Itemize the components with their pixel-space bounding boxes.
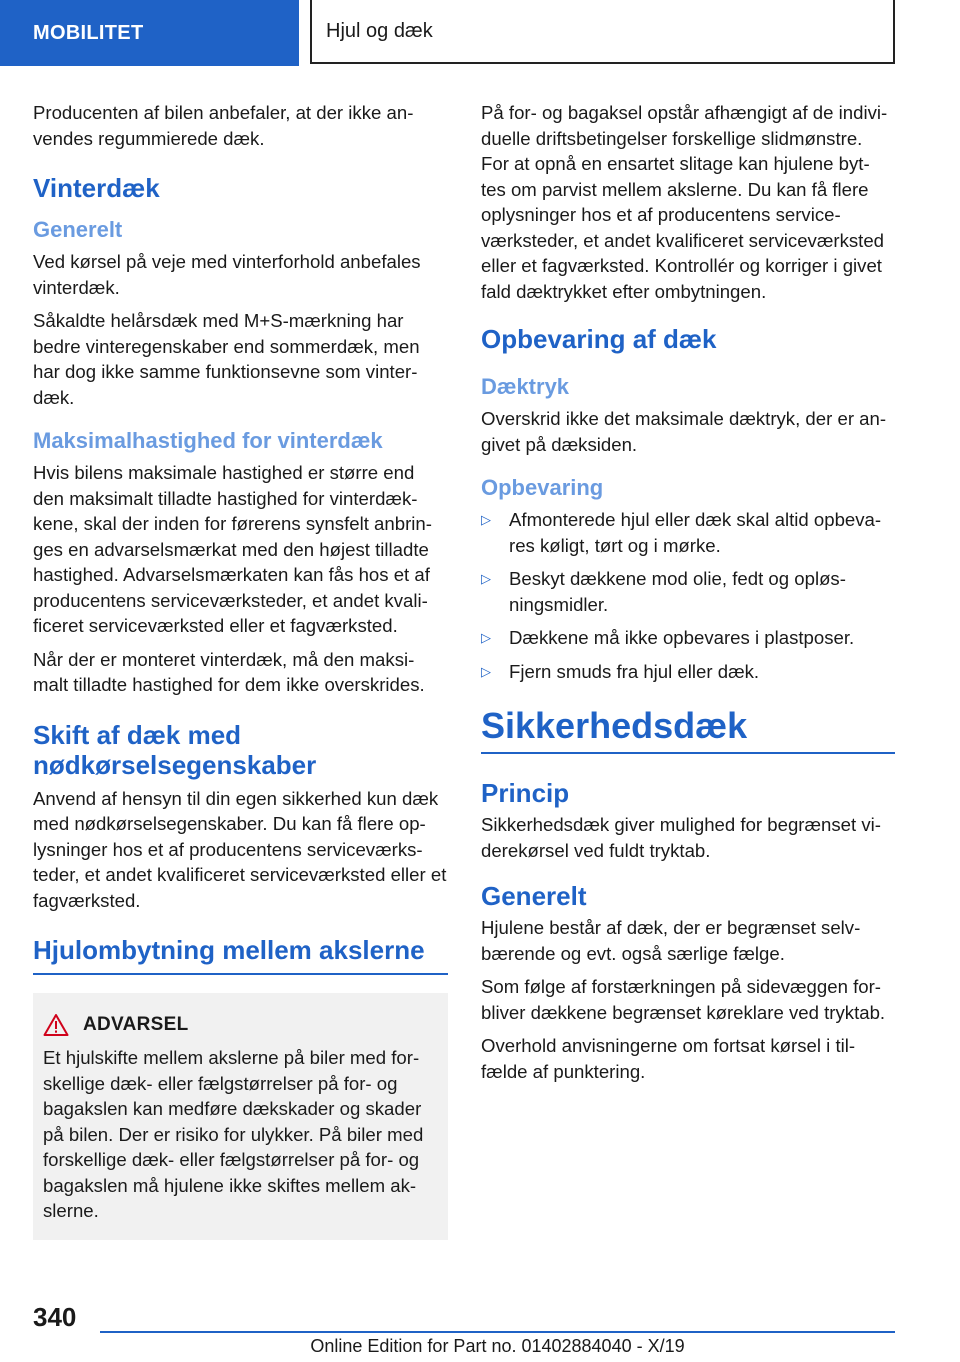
intro-paragraph: Producenten af bilen anbefaler, at der ikke an- vendes regummierede dæk. (33, 102, 414, 149)
heading-storing: Opbevaring (481, 475, 604, 500)
general-paragraph-1: Ved kørsel på veje med vinterforhold anbefales vinterdæk. (33, 251, 421, 298)
topic-tab: Hjul og dæk (310, 0, 895, 64)
general-right-paragraph-1: Hjulene består af dæk, der er begrænset selv- bærende og evt. også særlige fælge. (481, 917, 861, 964)
footer-edition: Online Edition for Part no. 01402884040 - X/19 (310, 1336, 685, 1356)
run-flat-paragraph: Anvend af hensyn til din egen sikkerhed kun dæk med nødkørselsegenskaber. Du kan få flere op- lysninger hos et af producentens serviceværks- teder, et andet kvalificeret serviceværksted eller et fagværksted. (33, 787, 447, 911)
heading-tire-storage: Opbevaring af dæk (481, 324, 717, 354)
page-header (0, 0, 960, 66)
right-column (481, 100, 895, 1092)
heading-run-flat: Skift af dæk med nødkørselsegenskaber (33, 719, 317, 780)
heading-general-right: Generelt (481, 881, 587, 911)
max-speed-paragraph-2: Når der er monteret vinterdæk, må den maksi- malt tilladte hastighed for dem ikke overskrides. (33, 648, 425, 695)
warning-header (43, 1013, 434, 1037)
principle-paragraph: Sikkerhedsdæk giver mulighed for begrænset vi- derekørsel ved fuldt tryktab. (481, 814, 881, 861)
heading-winter-tires: Vinterdæk (33, 173, 160, 203)
section-rule (33, 973, 448, 975)
triangle-bullet-icon: ▷ (481, 512, 491, 527)
list-item: ▷ Beskyt dækkene mod olie, fedt og opløs- ningsmidler. (481, 566, 895, 617)
heading-general: Generelt (33, 217, 123, 242)
warning-triangle-icon (43, 1013, 69, 1037)
page-number: 340 (33, 1302, 77, 1332)
general-right-paragraph-2: Som følge af forstærkningen på sidevæggen for- bliver dækkene begrænset køreklare ved tryktab. (481, 976, 886, 1023)
triangle-bullet-icon: ▷ (481, 571, 491, 586)
rotation-paragraph: På for- og bagaksel opstår afhængigt af de indivi- duelle driftsbetingelser forskellige slidmønstre. For at opnå en ensartet slitage kan hjulene byt- tes om parvist mellem akslerne. Du kan få flere oplysninger hos et af producentens service- værksteder, et andet kvalificeret serviceværksted eller et fagværksted. Kontrollér og korriger i givet fald dæktrykket efter ombytningen. (481, 102, 888, 302)
heading-run-flat-tires: Sikkerhedsdæk (481, 704, 895, 754)
list-item: ▷ Dækkene må ikke opbevares i plastposer. (481, 625, 895, 651)
heading-principle: Princip (481, 778, 570, 808)
heading-wheel-rotation: Hjulombytning mellem akslerne (33, 935, 425, 965)
heading-max-speed: Maksimalhastighed for vinterdæk (33, 428, 383, 453)
footer-rule (100, 1331, 895, 1333)
storage-list (481, 507, 895, 684)
section-tab: MOBILITET (0, 0, 299, 66)
tire-pressure-paragraph: Overskrid ikke det maksimale dæktryk, der er an- givet på dæksiden. (481, 408, 887, 455)
general-paragraph-2: Såkaldte helårsdæk med M+S-mærkning har bedre vinteregenskaber end sommerdæk, men har dog ikke samme funktionsevne som vinter- dæk. (33, 310, 420, 408)
warning-text: Et hjulskifte mellem akslerne på biler med for- skellige dæk- eller fælgstørrelser på for- og bagakslen kan medføre dækskader og skader på bilen. Der er risiko for ulykker. På biler med forskellige dæk- eller fælgstørrelser på for- og bagakslen må hjulene ikke skiftes mellem ak- slerne. (43, 1047, 424, 1221)
triangle-bullet-icon: ▷ (481, 663, 491, 679)
triangle-bullet-icon: ▷ (481, 630, 491, 645)
list-item: ▷ Fjern smuds fra hjul eller dæk. (481, 659, 895, 685)
warning-title: ADVARSEL (83, 1014, 189, 1035)
left-column (33, 100, 448, 1240)
general-right-paragraph-3: Overhold anvisningerne om fortsat kørsel i til- fælde af punktering. (481, 1035, 856, 1082)
heading-tire-pressure: Dæktryk (481, 374, 570, 399)
warning-box (33, 993, 448, 1240)
max-speed-paragraph-1: Hvis bilens maksimale hastighed er større end den maksimalt tilladte hastighed for vinterdæk- kene, skal der inden for førerens synsfelt anbrin- ges en advarselsmærkat med den højest tilladte hastighed. Advarselsmærkaten kan fås hos et af producentens serviceværksteder, et andet kvali- ficeret serviceværksted eller et fagværksted. (33, 462, 432, 636)
list-item: ▷ Afmonterede hjul eller dæk skal altid opbeva- res køligt, tørt og i mørke. (481, 507, 895, 558)
